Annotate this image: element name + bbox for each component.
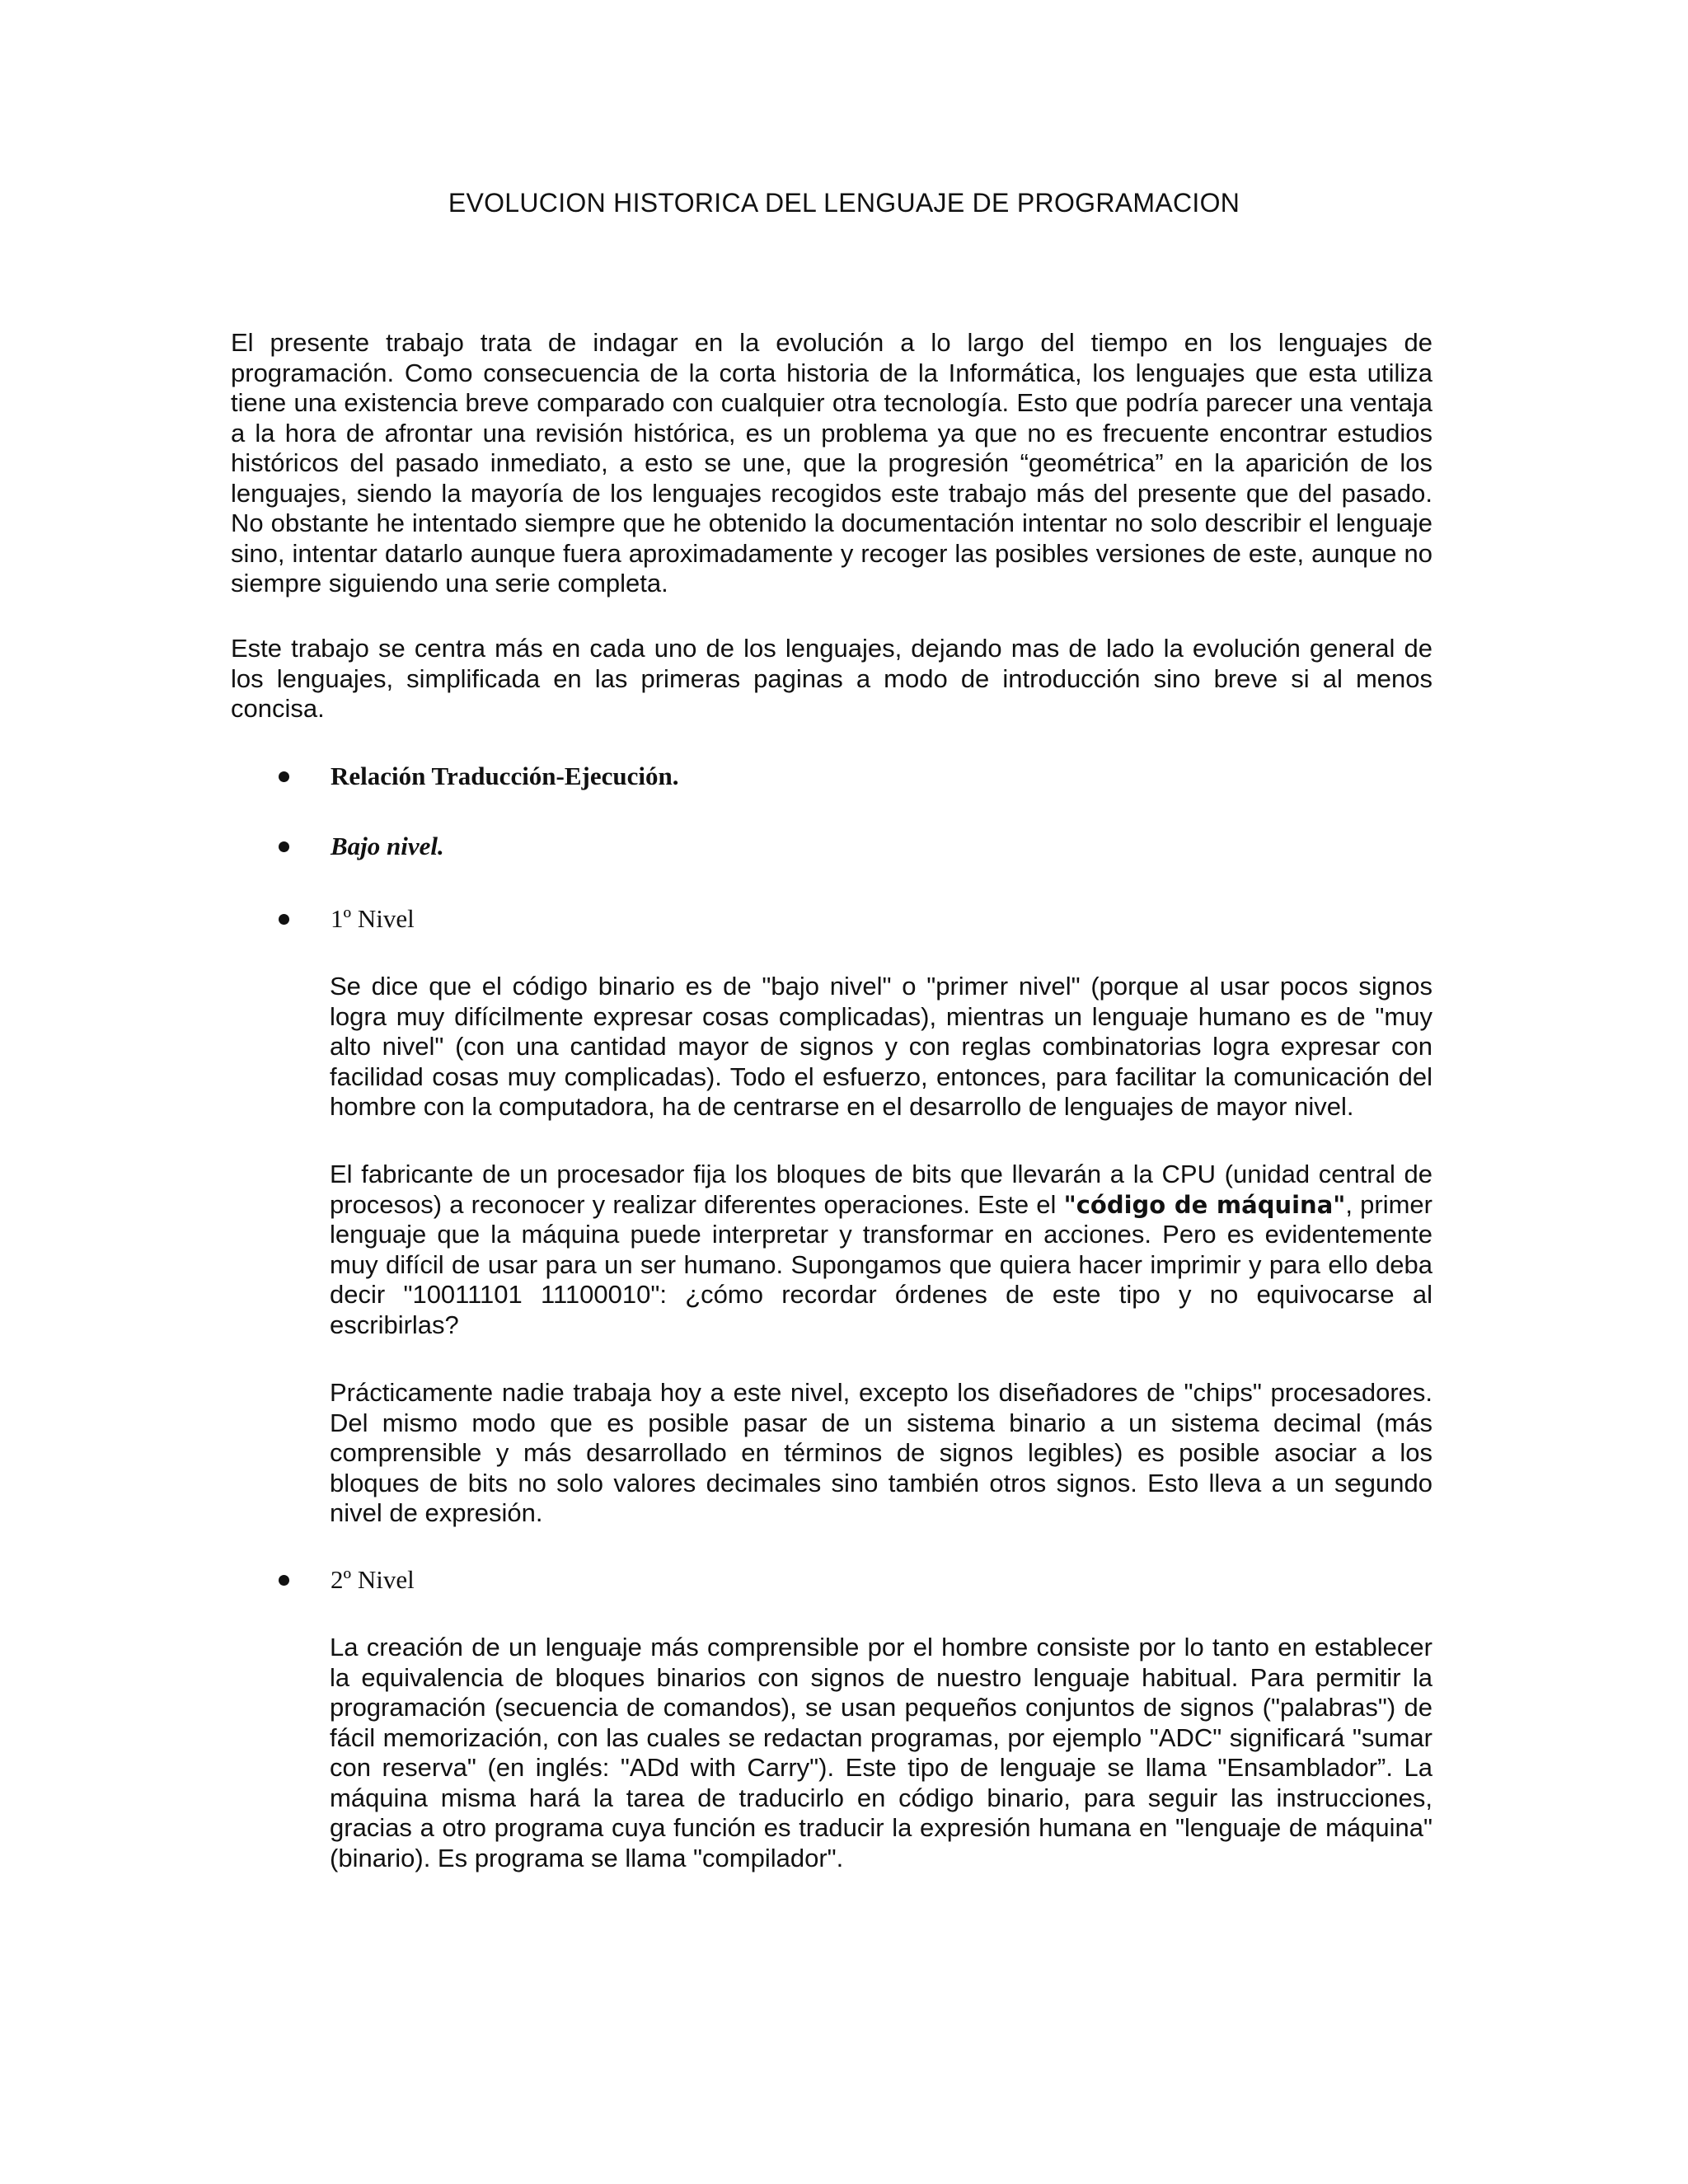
bullet-dot-icon [279,771,289,782]
bullet-label: Relación Traducción-Ejecución. [331,762,679,790]
bullet-item-nivel-2 [279,1563,415,1596]
nivel1-paragraph-3: Prácticamente nadie trabaja hoy a este nivel, excepto los diseñadores de "chips" procesadores. Del mismo modo que es posible pasar de un sistema binario a un sistema decimal (más comprensible y más desarrollado en términos de signos legibles) es posible asociar a los bloques de bits no solo valores decimales sino también otros signos. Esto lleva a un segundo nivel de expresión. [330,1378,1432,1527]
nivel1-paragraph-2 [330,1160,1432,1340]
document-title: EVOLUCION HISTORICA DEL LENGUAJE DE PROGRAMACION [448,188,1240,218]
intro-paragraph-1: El presente trabajo trata de indagar en la evolución a lo largo del tiempo en los lenguajes de programación. Como consecuencia de la corta historia de la Informática, los lenguajes que esta utiliza tiene una existencia breve comparado con cualquier otra tecnología. Esto que podría parecer una ventaja a la hora de afrontar una revisión histórica, es un problema ya que no es frecuente encontrar estudios históricos del pasado inmediato, a esto se une, que la progresión “geométrica” en la aparición de los lenguajes, siendo la mayoría de los lenguajes recogidos este trabajo más del presente que del pasado. No obstante he intentado siempre que he obtenido la documentación intentar no solo describir el lenguaje sino, intentar datarlo aunque fuera aproximadamente y recoger las posibles versiones de este, aunque no siempre siguiendo una serie completa. [231,328,1432,598]
nivel1-paragraph-1: Se dice que el código binario es de "bajo nivel" o "primer nivel" (porque al usar pocos signos logra muy difícilmente expresar cosas complicadas), mientras un lenguaje humano es de "muy alto nivel" (con una cantidad mayor de signos y con reglas combinatorias logra expresar con facilidad cosas muy complicadas). Todo el esfuerzo, entonces, para facilitar la comunicación del hombre con la computadora, ha de centrarse en el desarrollo de lenguajes de mayor nivel. [330,972,1432,1121]
bullet-item-nivel-1 [279,902,415,935]
codigo-de-maquina-bold: "código de máquina" [1063,1190,1346,1219]
intro-paragraph-2: Este trabajo se centra más en cada uno de los lenguajes, dejando mas de lado la evolución general de los lenguajes, simplificada en las primeras paginas a modo de introducción sino breve si al menos concisa. [231,634,1432,723]
bullet-label: Bajo nivel. [331,832,444,860]
bullet-item-relacion [279,760,679,793]
paragraph-text: , primer lenguaje que la máquina puede interpretar y transformar en acciones. Pero es evidentemente muy difícil de usar para un ser humano. Supongamos que quiera hacer imprimir y para ello deba decir "10011101 11100010": ¿cómo recordar órdenes de este tipo y no equivocarse al escribirlas? [330,1189,1432,1339]
bullet-dot-icon [279,914,289,925]
bullet-dot-icon [279,841,289,852]
bullet-label: 1º Nivel [331,904,415,933]
paragraph-text: El fabricante de un procesador fija los bloques de bits que llevarán a la CPU (unidad central de procesos) a reconocer y realizar diferentes operaciones. Este el [330,1160,1432,1219]
nivel2-paragraph-1: La creación de un lenguaje más comprensible por el hombre consiste por lo tanto en establecer la equivalencia de bloques binarios con signos de nuestro lenguaje habitual. Para permitir la programación (secuencia de comandos), se usan pequeños conjuntos de signos ("palabras") de fácil memorización, con las cuales se redactan programas, por ejemplo "ADC" significará "sumar con reserva" (en inglés: "ADd with Carry"). Este tipo de lenguaje se llama "Ensamblador”. La máquina misma hará la tarea de traducirlo en código binario, para seguir las instrucciones, gracias a otro programa cuya función es traducir la expresión humana en "lenguaje de máquina" (binario). Es programa se llama "compilador". [330,1633,1432,1872]
bullet-dot-icon [279,1575,289,1586]
bullet-item-bajo-nivel [279,830,444,863]
bullet-label: 2º Nivel [331,1565,415,1594]
